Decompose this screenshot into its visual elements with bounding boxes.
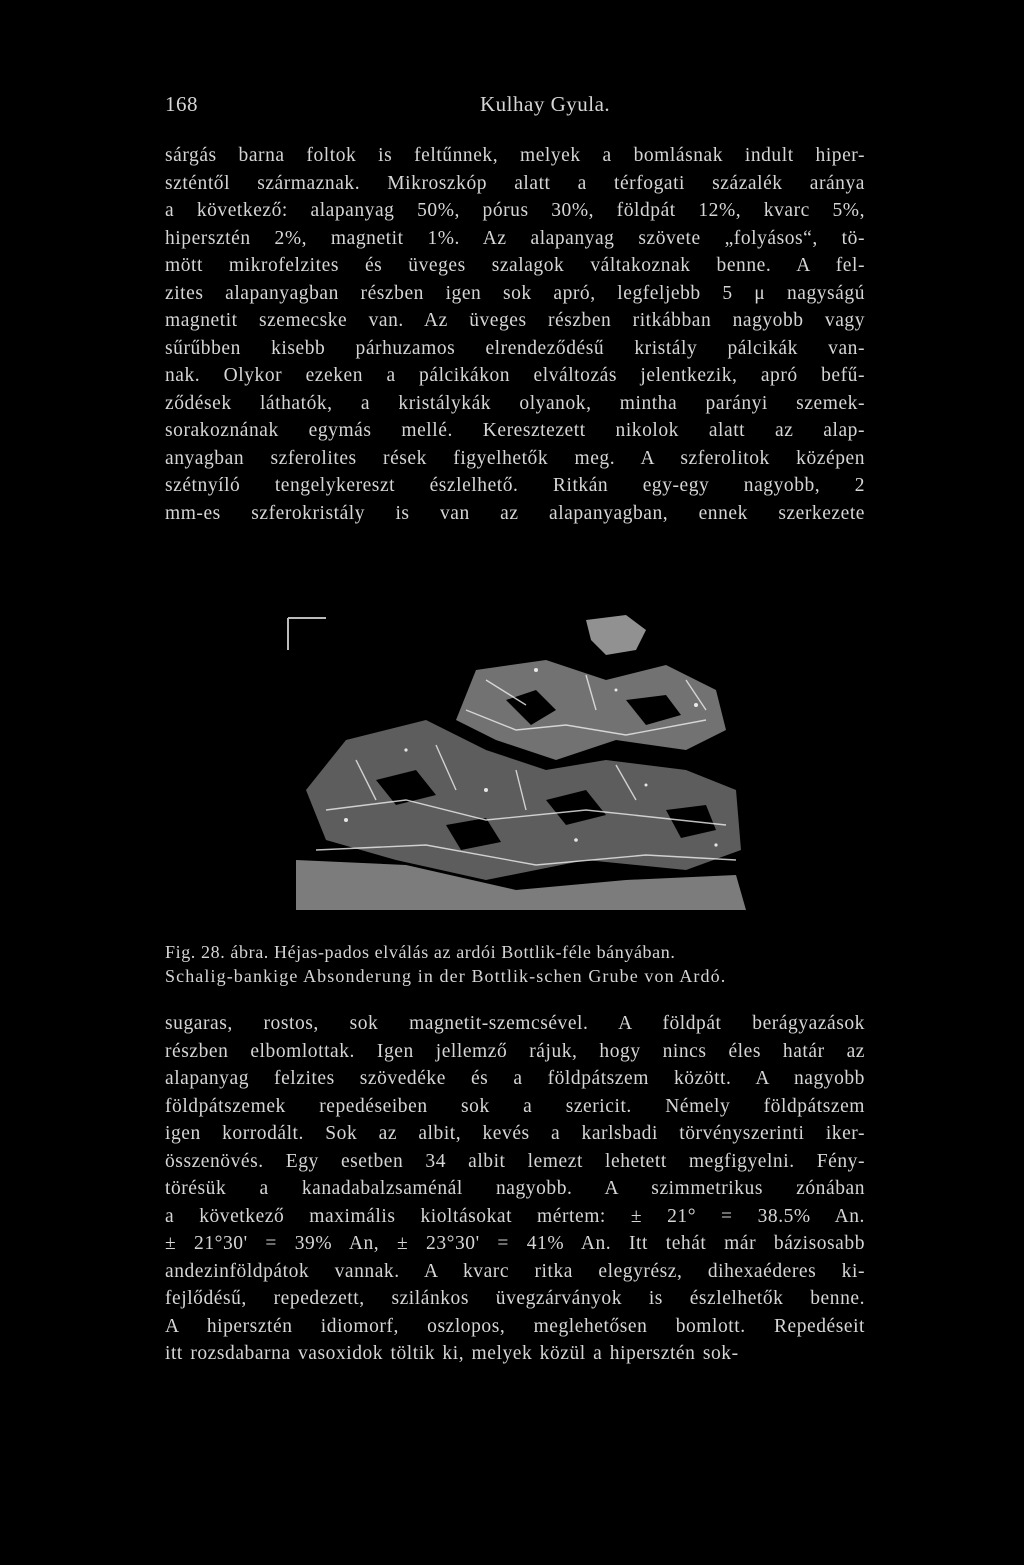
text-line: sárgás barna foltok is feltűnnek, melyek a bomlásnak indult hiper- bbox=[165, 145, 865, 166]
text-line: sorakoznának egymás mellé. Keresztezett nikolok alatt az alap- bbox=[165, 420, 865, 441]
text-line: mött mikrofelzites és üveges szalagok váltakoznak benne. A fel- bbox=[165, 255, 865, 276]
text-line: részben elbomlottak. Igen jellemző rájuk, hogy nincs éles határ az bbox=[165, 1040, 865, 1062]
text-line: ződések láthatók, a kristálykák olyanok, mintha parányi szemek- bbox=[165, 392, 865, 414]
body-text-bottom bbox=[165, 1010, 865, 1368]
caption-german: Schalig-bankige Absonderung in der Bottlik-schen Grube von Ardó. bbox=[165, 966, 727, 986]
text-line: szténtől származnak. Mikroszkóp alatt a térfogati százalék aránya bbox=[165, 172, 865, 194]
text-line: fejlődésű, repedezett, szilánkos üvegzárványok is észlelhetők benne. bbox=[165, 1288, 865, 1309]
text-line: A hipersztén idiomorf, oszlopos, meglehetősen bomlott. Repedéseit bbox=[165, 1315, 865, 1337]
running-title: Kulhay Gyula. bbox=[480, 92, 611, 116]
text-line: földpátszemek repedéseiben sok a szericit. Némely földpátszem bbox=[165, 1095, 865, 1117]
page-header bbox=[165, 92, 865, 126]
text-line: igen korrodált. Sok az albit, kevés a karlsbadi törvényszerinti iker- bbox=[165, 1123, 865, 1144]
text-line: itt rozsdabarna vasoxidok töltik ki, melyek közül a hipersztén sok- bbox=[165, 1343, 739, 1364]
rock-outcrop-photo bbox=[286, 610, 748, 915]
text-line: törésük a kanadabalzsaménál nagyobb. A szimmetrikus zónában bbox=[165, 1178, 865, 1199]
text-line: mm-es szferokristály is van az alapanyagban, ennek szerkezete bbox=[165, 502, 865, 524]
figure-photo bbox=[286, 610, 748, 915]
text-line: nak. Olykor ezeken a pálcikákon elváltozás jelentkezik, apró befű- bbox=[165, 365, 865, 386]
figure-caption bbox=[165, 940, 865, 988]
text-line: szétnyíló tengelykereszt észlelhető. Ritkán egy-egy nagyobb, 2 bbox=[165, 475, 865, 496]
text-line: a következő maximális kioltásokat mértem: ± 21° = 38.5% An. bbox=[165, 1205, 865, 1227]
text-line: anyagban szferolites rések figyelhetők meg. A szferolitok középen bbox=[165, 447, 865, 469]
text-line: a következő: alapanyag 50%, pórus 30%, földpát 12%, kvarc 5%, bbox=[165, 200, 865, 221]
text-line: sugaras, rostos, sok magnetit-szemcsével. A földpát berágyazások bbox=[165, 1013, 865, 1034]
text-line: zites alapanyagban részben igen sok apró, legfeljebb 5 μ nagyságú bbox=[165, 282, 865, 304]
body-text-top bbox=[165, 142, 865, 527]
text-line: hipersztén 2%, magnetit 1%. Az alapanyag szövete „folyásos“, tö- bbox=[165, 227, 865, 249]
text-line: összenövés. Egy esetben 34 albit lemezt lehetett megfigyelni. Fény- bbox=[165, 1150, 865, 1172]
text-line: andezinföldpátok vannak. A kvarc ritka elegyrész, dihexaéderes ki- bbox=[165, 1260, 865, 1282]
caption-hungarian: Fig. 28. ábra. Héjas-pados elválás az ardói Bottlik-féle bányában. bbox=[165, 942, 676, 962]
text-line: alapanyag felzites szövedéke és a földpátszem között. A nagyobb bbox=[165, 1068, 865, 1089]
text-line: ± 21°30' = 39% An, ± 23°30' = 41% An. Itt tehát már bázisosabb bbox=[165, 1233, 865, 1254]
page-number: 168 bbox=[165, 92, 198, 116]
text-line: sűrűbben kisebb párhuzamos elrendeződésű kristály pálcikák van- bbox=[165, 337, 865, 359]
text-line: magnetit szemecske van. Az üveges részben ritkábban nagyobb vagy bbox=[165, 310, 865, 331]
